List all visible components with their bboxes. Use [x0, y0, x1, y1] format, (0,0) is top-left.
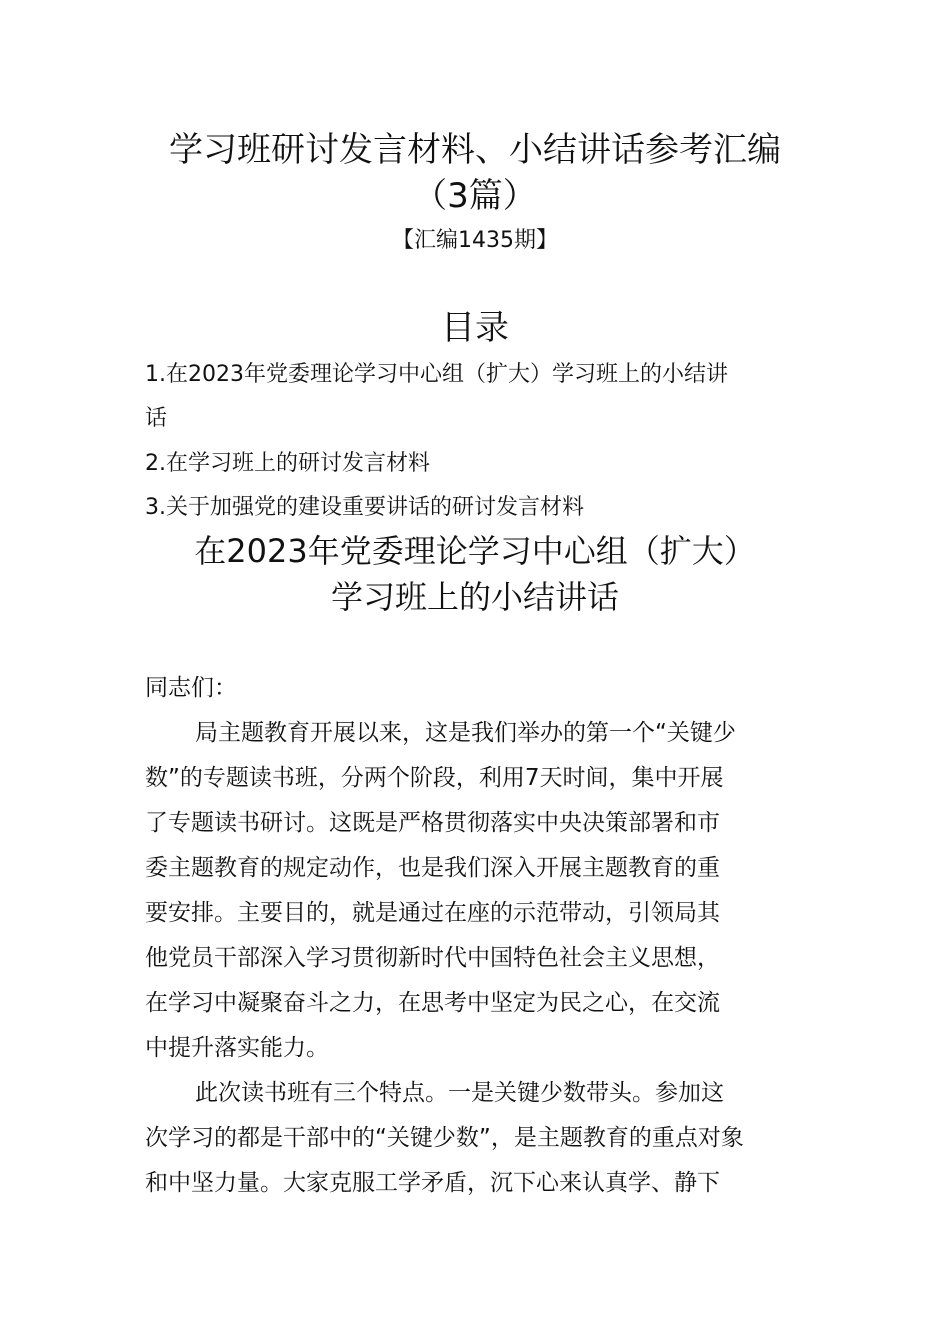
- toc-item-1: 1.在2023年党委理论学习中心组（扩大）学习班上的小结讲: [145, 362, 728, 387]
- paragraph-line: 委主题教育的规定动作，也是我们深入开展主题教育的重: [145, 855, 720, 881]
- toc-item-1-continued: 话: [145, 406, 168, 431]
- issue-number: 【汇编1435期】: [392, 228, 558, 253]
- document-title: 学习班研讨发言材料、小结讲话参考汇编: [169, 130, 781, 170]
- paragraph-line: 此次读书班有三个特点。一是关键少数带头。参加这: [195, 1080, 724, 1106]
- paragraph-line: 要安排。主要目的，就是通过在座的示范带动，引领局其: [145, 900, 720, 926]
- paragraph-line: 局主题教育开展以来，这是我们举办的第一个“关键少: [195, 720, 736, 746]
- document-title-count: （3篇）: [413, 176, 537, 216]
- toc-item-3: 3.关于加强党的建设重要讲话的研讨发言材料: [145, 495, 584, 520]
- salutation: 同志们：: [145, 675, 237, 701]
- paragraph-line: 数”的专题读书班，分两个阶段，利用7天时间，集中开展: [145, 765, 724, 791]
- section-title-line2: 学习班上的小结讲话: [330, 578, 619, 616]
- paragraph-line: 他党员干部深入学习贯彻新时代中国特色社会主义思想，: [145, 945, 720, 971]
- section-title: 在2023年党委理论学习中心组（扩大）: [194, 532, 756, 570]
- toc-heading: 目录: [441, 308, 509, 348]
- toc-item-2: 2.在学习班上的研讨发言材料: [145, 451, 430, 476]
- paragraph-line: 中提升落实能力。: [145, 1035, 329, 1061]
- paragraph-line: 次学习的都是干部中的“关键少数”，是主题教育的重点对象: [145, 1125, 744, 1151]
- paragraph-line: 和中坚力量。大家克服工学矛盾，沉下心来认真学、静下: [145, 1170, 720, 1196]
- paragraph-line: 在学习中凝聚奋斗之力，在思考中坚定为民之心，在交流: [145, 990, 720, 1016]
- paragraph-line: 了专题读书研讨。这既是严格贯彻落实中央决策部署和市: [145, 810, 720, 836]
